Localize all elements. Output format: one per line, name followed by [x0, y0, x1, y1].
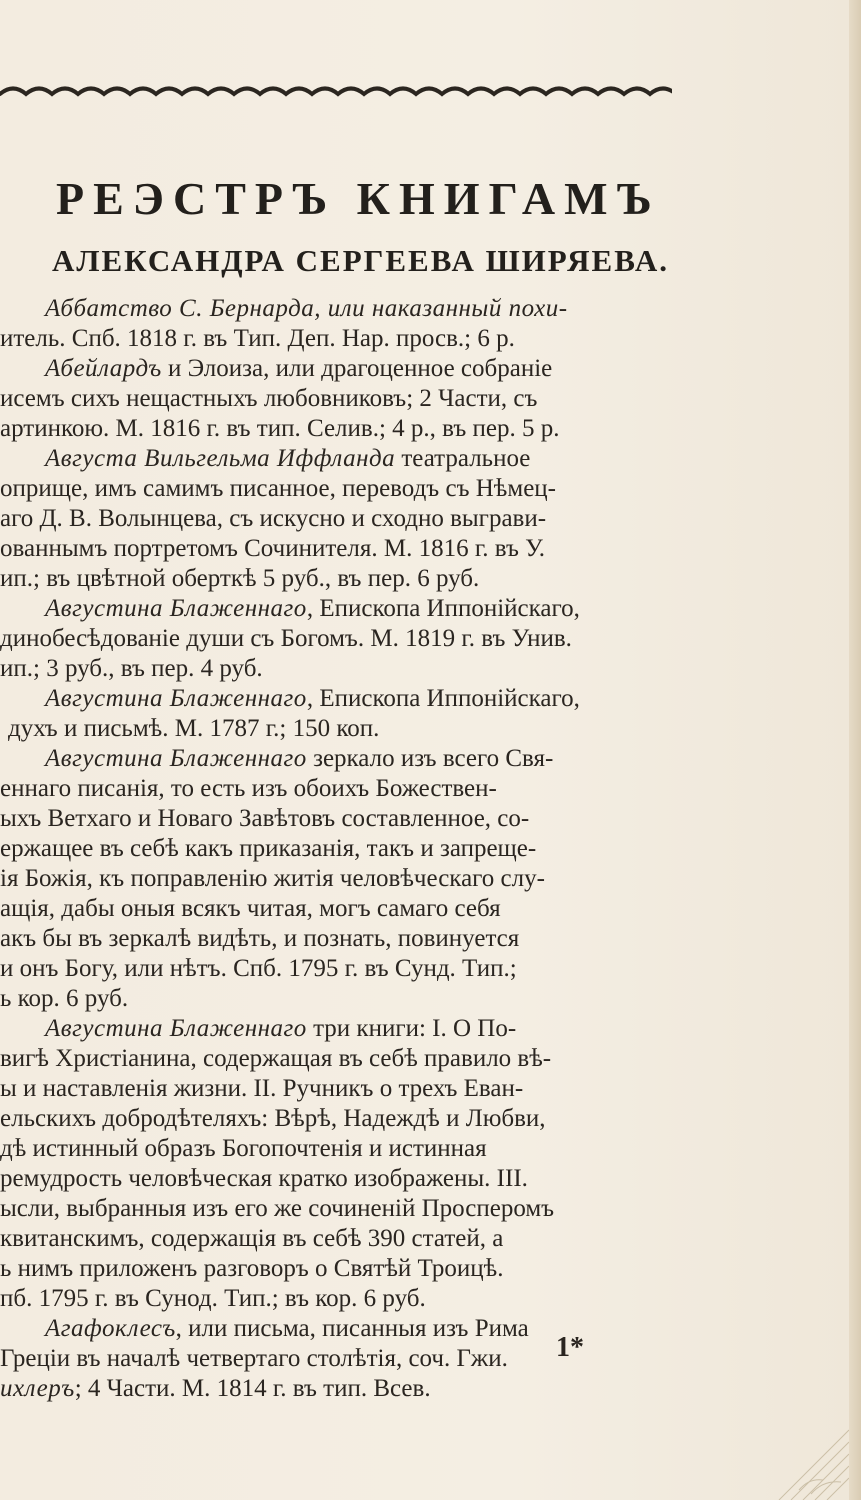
entry-first-line: [0, 294, 849, 324]
page-edge: [849, 0, 861, 1500]
entry-line: артинкою. М. 1816 г. въ тип. Селив.; 4 р., въ пер. 5 р.: [0, 415, 560, 442]
entry-italic-title: Августина Блаженнаго: [45, 745, 307, 772]
entry-italic-title: Аббатство С. Бернарда, или наказанный похи-: [45, 295, 568, 322]
entry-line: квитанскимъ, содержащія въ себѣ 390 статей, а: [0, 1225, 504, 1252]
entry-line: акъ бы въ зеркалѣ видѣть, и познать, повинуется: [0, 925, 520, 952]
entry-line: оприще, имъ самимъ писанное, переводъ съ Нѣмец-: [0, 475, 556, 502]
entry-line: ип.; 3 руб., въ пер. 4 руб.: [0, 655, 263, 682]
entry-first-line: Августина Блаженнаго зеркало изъ всего Свя-: [45, 745, 554, 772]
entry-line: ельскихъ добродѣтеляхъ: Вѣрѣ, Надеждѣ и Любви,: [0, 1105, 546, 1132]
entry-line: ія Божія, къ поправленію житія человѣческаго слу-: [0, 865, 545, 892]
entry-italic-title: Августа Вильгельма Иффланда: [45, 445, 396, 472]
ornament-border: [0, 78, 672, 108]
entry-line: ь нимъ приложенъ разговоръ о Святѣй Троицѣ.: [0, 1255, 504, 1282]
signature-mark: 1*: [556, 1332, 584, 1363]
entry-line: ы и наставленія жизни. II. Ручникъ о трехъ Еван-: [0, 1075, 524, 1102]
entry-italic-author: ихлеръ: [0, 1375, 75, 1402]
entry-line: дѣ истинный образъ Богопочтенія и истинная: [0, 1135, 487, 1162]
page-subtitle: АЛЕКСАНДРА СЕРГЕЕВА ШИРЯЕВА.: [52, 243, 670, 278]
entry-line: и онъ Богу, или нѣтъ. Спб. 1795 г. въ Сунд. Тип.;: [0, 955, 517, 982]
entry-line: ысли, выбранныя изъ его же сочиненій Просперомъ: [0, 1195, 555, 1222]
entry-line: ремудрость человѣческая кратко изображены. III.: [0, 1165, 528, 1192]
entry-first-line: Августа Вильгельма Иффланда театральное: [45, 445, 531, 472]
entry-line: ип.; въ цвѣтной оберткѣ 5 руб., въ пер. 6 руб.: [0, 565, 480, 592]
entry-first-line: Августина Блаженнаго, Епископа Иппонійскаго,: [45, 595, 580, 622]
book-register: [0, 294, 849, 1404]
entry-line: динобесѣдованіе души съ Богомъ. М. 1819 г. въ Унив.: [0, 625, 572, 652]
entry-line: итель. Спб. 1818 г. въ Тип. Деп. Нар. просв.; 6 р.: [0, 325, 515, 352]
page-corner-texture: [739, 1390, 849, 1500]
entry-first-line: Абейлардъ и Элоиза, или драгоценное собраніе: [45, 355, 553, 382]
entry-italic-title: Августина Блаженнаго: [45, 595, 307, 622]
entry-first-line: Агафоклесъ, или письма, писанныя изъ Рима: [45, 1315, 529, 1342]
entry-first-line: Августина Блаженнаго три книги: I. О По-: [45, 1015, 517, 1042]
entry-italic-title: Абейлардъ: [45, 355, 162, 382]
entry-italic-title: Августина Блаженнаго: [45, 685, 307, 712]
entry-first-line: Августина Блаженнаго, Епископа Иппонійскаго,: [45, 685, 580, 712]
entry-italic-title: Августина Блаженнаго: [45, 1015, 307, 1042]
entry-line: ыхъ Ветхаго и Новаго Завѣтовъ составленное, со-: [0, 805, 530, 832]
page-title: РЕЭСТРЪ КНИГАМЪ: [56, 173, 661, 224]
entry-line: ованнымъ портретомъ Сочинителя. М. 1816 г. въ У.: [0, 535, 545, 562]
entry-line: еннаго писанія, то есть изъ обоихъ Божествен-: [0, 775, 497, 802]
entry-line: ащія, дабы оныя всякъ читая, могъ самаго себя: [0, 895, 501, 922]
entry-line: духъ и письмѣ. М. 1787 г.; 150 коп.: [8, 715, 380, 742]
entry-line: исемъ сихъ нещастныхъ любовниковъ; 2 Части, съ: [0, 385, 538, 412]
entry-line: Греціи въ началѣ четвертаго столѣтія, соч. Гжи.: [0, 1345, 508, 1372]
entry-line: вигѣ Христіанина, содержащая въ себѣ правило вѣ-: [0, 1045, 552, 1072]
entry-line: аго Д. В. Волынцева, съ искусно и сходно выграви-: [0, 505, 547, 532]
entry-italic-title: Агафоклесъ: [45, 1315, 176, 1342]
entry-last-line: ихлеръ; 4 Части. М. 1814 г. въ тип. Всев.: [0, 1375, 431, 1402]
entry-line: ь кор. 6 руб.: [0, 985, 129, 1012]
entry-line: пб. 1795 г. въ Сунод. Тип.; въ кор. 6 руб.: [0, 1285, 426, 1312]
entry-line: ержащее въ себѣ какъ приказанія, такъ и запреще-: [0, 835, 537, 862]
